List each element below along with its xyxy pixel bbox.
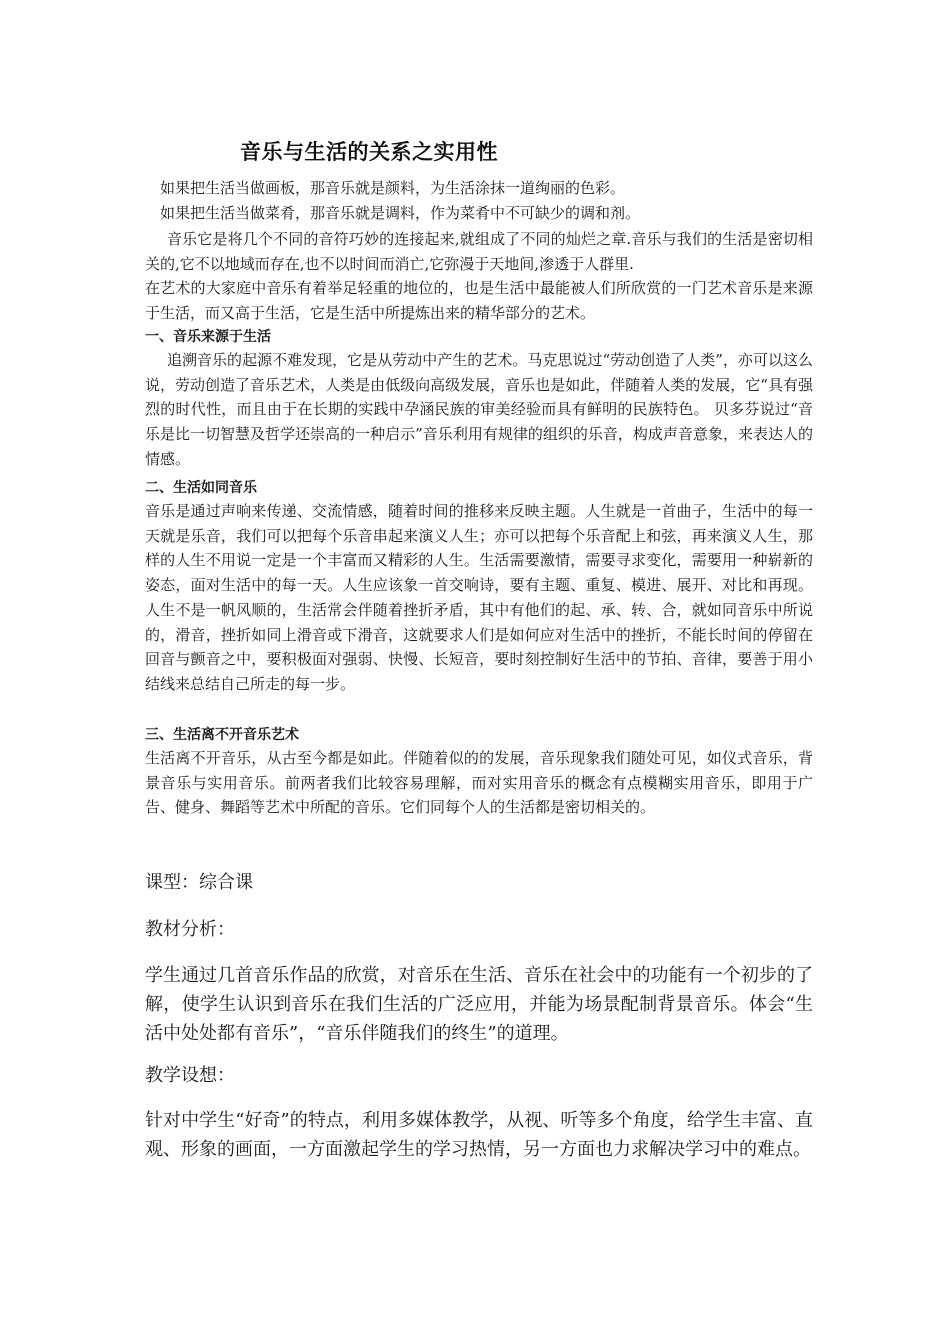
- intro-line-1: 如果把生活当做画板，那音乐就是颜料，为生活涂抹一道绚丽的色彩。: [160, 179, 626, 197]
- section-3: [145, 724, 813, 820]
- document-title: 音乐与生活的关系之实用性: [240, 140, 498, 164]
- lesson-type: 课型：综合课: [145, 872, 253, 893]
- section-2: [145, 477, 813, 697]
- intro-line-1-block: [160, 176, 820, 201]
- analysis-label-block: [145, 917, 813, 943]
- section-1-heading: 一、音乐来源于生活: [145, 329, 271, 345]
- section-2-text: 音乐是通过声响来传递、交流情感，随着时间的推移来反映主题。人生就是一首曲子，生活中的每一天就是乐音，我们可以把每个乐音串起来演义人生；亦可以把每个乐音配上和弦，再来演义人生，那样的人生不用说一定是一个丰富而又精彩的人生。生活需要激情，需要寻求变化，需要用一种崭新的姿态，面对生活中的每一天。人生应该象一首交响诗，要有主题、重复、模进、展开、对比和再现。人生不是一帆风顺的，生活常会伴随着挫折矛盾，其中有他们的起、承、转、合，就如同音乐中所说的，滑音，挫折如同上滑音或下滑音，这就要求人们是如何应对生活中的挫折，不能长时间的停留在回音与颤音之中，要积极面对强弱、快慢、长短音，要时刻控制好生活中的节拍、音律，要善于用小结线来总结自己所走的每一步。: [145, 502, 813, 693]
- intro-paragraph-1-block: [145, 227, 813, 276]
- analysis-text-block: [145, 961, 813, 1048]
- intro-line-2: 如果把生活当做菜肴，那音乐就是调料，作为菜肴中不可缺少的调和剂。: [160, 204, 641, 222]
- analysis-label: 教材分析：: [145, 919, 235, 940]
- section-1-text: 追溯音乐的起源不难发现，它是从劳动中产生的艺术。马克思说过“劳动创造了人类”，亦可以这么说，劳动创造了音乐艺术，人类是由低级向高级发展，音乐也是如此，伴随着人类的发展，它“具有强烈的时代性，而且由于在长期的实践中孕涵民族的审美经验而具有鲜明的民族特色。 贝多芬说过“音乐是比一切智慧及哲学还崇高的一种启示”音乐利用有规律的组织的乐音，构成声音意象，来表达人的情感。: [145, 351, 813, 468]
- idea-text-block: [145, 1106, 813, 1164]
- section-3-heading: 三、生活离不开音乐艺术: [145, 727, 299, 743]
- lesson-type-block: [145, 870, 813, 896]
- section-2-heading: 二、生活如同音乐: [145, 480, 257, 496]
- section-1: [145, 326, 813, 472]
- section-3-text: 生活离不开音乐，从古至今都是如此。伴随着似的的发展，音乐现象我们随处可见，如仪式音乐，背景音乐与实用音乐。前两者我们比较容易理解，而对实用音乐的概念有点模糊实用音乐，即用于广告、健身、舞蹈等艺术中所配的音乐。它们同每个人的生活都是密切相关的。: [145, 749, 813, 817]
- idea-label: 教学设想：: [145, 1065, 235, 1086]
- intro-paragraph-2-block: [145, 276, 813, 325]
- idea-label-block: [145, 1063, 813, 1089]
- idea-text: 针对中学生“好奇”的特点，利用多媒体教学，从视、听等多个角度，给学生丰富、直观、形象的画面，一方面激起学生的学习热情，另一方面也力求解决学习中的难点。: [145, 1110, 813, 1160]
- intro-paragraph-1: 音乐它是将几个不同的音符巧妙的连接起来,就组成了不同的灿烂之章.音乐与我们的生活是密切相关的,它不以地域而存在,也不以时间而消亡,它弥漫于天地间,渗透于人群里.: [145, 230, 813, 273]
- analysis-text: 学生通过几首音乐作品的欣赏，对音乐在生活、音乐在社会中的功能有一个初步的了解，使学生认识到音乐在我们生活的广泛应用，并能为场景配制背景音乐。体会“生活中处处都有音乐”，“音乐伴随我们的终生”的道理。: [145, 965, 813, 1044]
- intro-line-2-block: [160, 201, 820, 226]
- intro-paragraph-2: 在艺术的大家庭中音乐有着举足轻重的地位的，也是生活中最能被人们所欣赏的一门艺术音乐是来源于生活，而又高于生活，它是生活中所提炼出来的精华部分的艺术。: [145, 279, 813, 322]
